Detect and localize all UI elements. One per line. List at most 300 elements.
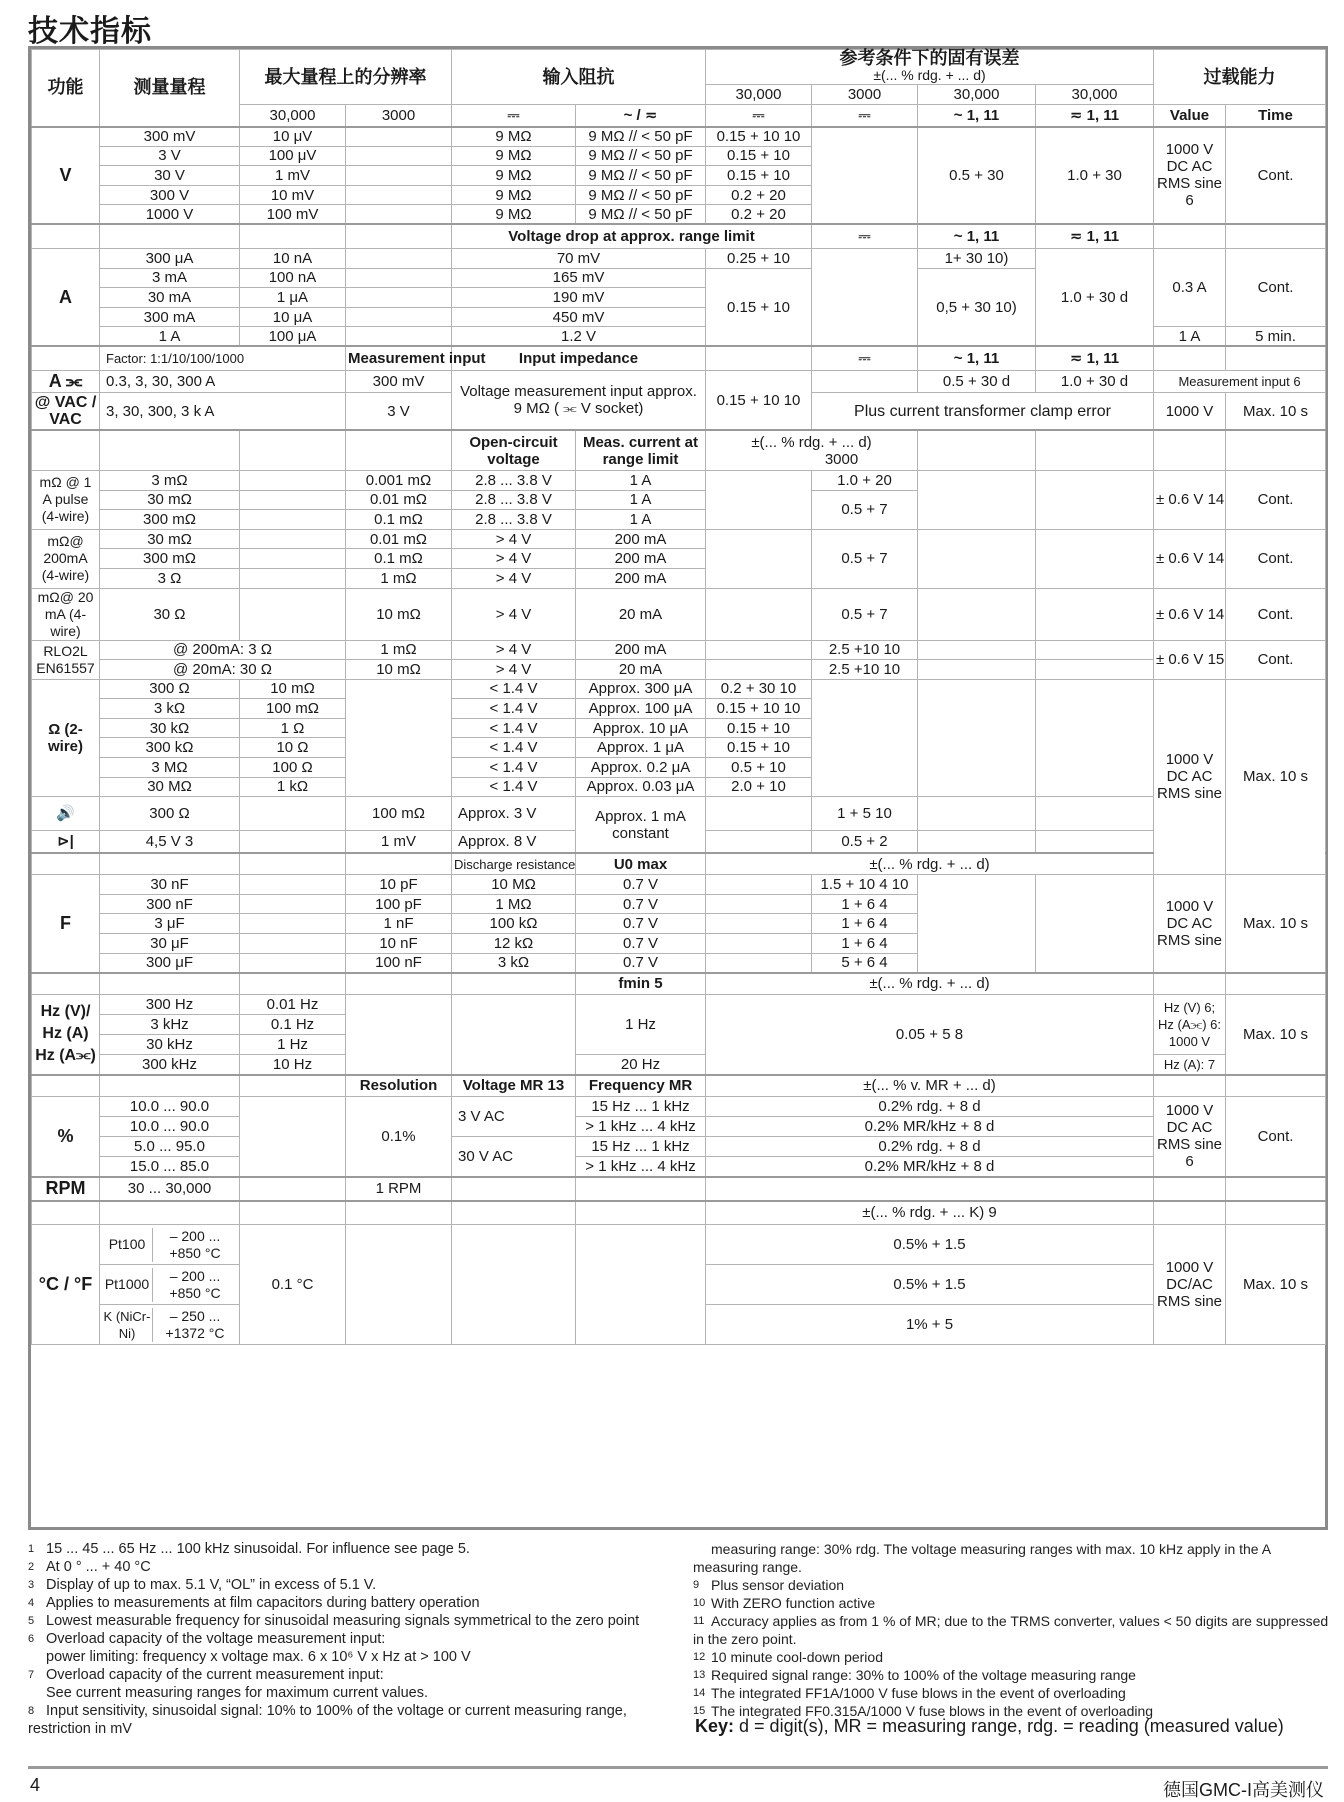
header-err-30000b: 30,000: [918, 85, 1036, 105]
pct-header-blank: [1154, 1075, 1226, 1097]
milli3-cur: 20 mA: [576, 588, 706, 640]
hz-header-blank: [1154, 973, 1226, 995]
temp-time: Max. 10 s: [1226, 1225, 1326, 1345]
footnote-number: 4: [28, 1597, 35, 1609]
temp-header-err: ±(... % rdg. + ... K) 9: [706, 1201, 1154, 1225]
beep-err: 1 + 5 10: [812, 797, 918, 831]
a-res-3000: [346, 248, 452, 268]
header-res-3000: 3000: [346, 105, 452, 127]
hz-res: 0.1 Hz: [240, 1015, 346, 1035]
hz-range: 30 kHz: [100, 1035, 240, 1055]
ohm-err: 2.0 + 10: [706, 777, 812, 797]
hz-header-blank: [346, 973, 452, 995]
rlo-overload: ± 0.6 V 15: [1154, 640, 1226, 679]
a-drop: 190 mV: [452, 288, 706, 308]
cap-res: 1 nF: [346, 914, 452, 934]
ohm-time: Max. 10 s: [1226, 679, 1326, 875]
milli1-time: Cont.: [1226, 470, 1326, 529]
hz-blank: [452, 995, 576, 1075]
rpm-blank: [1226, 1177, 1326, 1201]
pct-overload: 1000 V DC AC RMS sine 6: [1154, 1097, 1226, 1177]
v-res-3000: [346, 166, 452, 186]
a-drop: 450 mV: [452, 307, 706, 327]
milli1-range: 3 mΩ: [100, 470, 240, 490]
ohm-res: 1 Ω: [240, 718, 346, 738]
header-err-dc: ⎓: [706, 105, 812, 127]
header-err-30000: 30,000: [706, 85, 812, 105]
cap-err-blank: [706, 875, 812, 895]
a-header-drop: Voltage drop at approx. range limit: [452, 224, 812, 248]
temp-sensor-cell: [100, 1265, 240, 1305]
footnotes-left: [28, 1540, 678, 1738]
a-res-3000: [346, 327, 452, 347]
header-overload: 过载能力: [1154, 50, 1326, 105]
temp-sensor: Pt1000: [104, 1276, 150, 1293]
milli2-cur: 200 mA: [576, 549, 706, 569]
cap-blank: [240, 875, 346, 895]
beep-blank: [1036, 797, 1154, 831]
diode-icon: ⊳|: [32, 831, 100, 853]
temp-range: – 200 ... +850 °C: [152, 1228, 237, 1262]
pct-header-blank: [1226, 1075, 1326, 1097]
a-header-dc: ⎓: [812, 224, 918, 248]
cap-header-blank: [346, 853, 452, 875]
ohm-open: < 1.4 V: [452, 718, 576, 738]
a-header-blank: [32, 224, 100, 248]
hz-label-a: Hz (A): [42, 1025, 89, 1043]
cap-err-blank: [706, 914, 812, 934]
ohm-cur: Approx. 0.2 μA: [576, 758, 706, 778]
a-err-acdc: 1.0 + 30 d: [1036, 248, 1154, 346]
milli1-blank: [240, 490, 346, 510]
hz-fmin-b: 20 Hz: [576, 1055, 706, 1075]
v-res-3000: [346, 185, 452, 205]
ohm-overload: 1000 V DC AC RMS sine: [1154, 679, 1226, 875]
footnote-number: 1: [28, 1543, 35, 1555]
res-header-err-text: ±(... % rdg. + ... d): [751, 433, 872, 451]
milli1-err: 1.0 + 20: [812, 470, 918, 490]
v-range: 30 V: [100, 166, 240, 186]
cap-header-err: ±(... % rdg. + ... d): [706, 853, 1154, 875]
pct-header-blank: [32, 1075, 100, 1097]
header-err-30000c: 30,000: [1036, 85, 1154, 105]
speaker-icon: 🔊: [32, 797, 100, 831]
milli3-err-blank: [706, 588, 812, 640]
ohm-range: 30 kΩ: [100, 718, 240, 738]
a-range: 30 mA: [100, 288, 240, 308]
clamp-header-blank: [1226, 346, 1326, 370]
pct-volt-b: 30 V AC: [452, 1137, 576, 1177]
page-number: 4: [30, 1775, 41, 1795]
ohm-cur: Approx. 10 μA: [576, 718, 706, 738]
clamp-err-ac: 0.5 + 30 d: [918, 370, 1036, 392]
v-res: 100 μV: [240, 146, 346, 166]
ohm-label: Ω (2-wire): [32, 679, 100, 797]
footnote-text: Plus sensor deviation: [711, 1577, 845, 1593]
cap-u0: 0.7 V: [576, 953, 706, 973]
hz-res-3000: [346, 995, 452, 1075]
milli1-blank: [240, 470, 346, 490]
milli2-blank: [240, 529, 346, 549]
hz-res: 0.01 Hz: [240, 995, 346, 1015]
milli3-blank: [240, 588, 346, 640]
pct-header-blank: [100, 1075, 240, 1097]
milli3-open: > 4 V: [452, 588, 576, 640]
temp-header-blank: [1154, 1201, 1226, 1225]
cap-res: 100 nF: [346, 953, 452, 973]
rpm-blank: [452, 1177, 576, 1201]
milli2-range: 300 mΩ: [100, 549, 240, 569]
pct-err: 0.2% rdg. + 8 d: [706, 1097, 1154, 1117]
ohm-range: 3 MΩ: [100, 758, 240, 778]
ohm-blank: [1036, 679, 1154, 797]
v-err-acdc: 1.0 + 30: [1036, 127, 1154, 225]
pct-header-freq-mr: Frequency MR: [576, 1075, 706, 1097]
footnote-text: At 0 ° ... + 40 °C: [46, 1559, 151, 1575]
footnote-number: 5: [28, 1615, 35, 1627]
rpm-blank: [240, 1177, 346, 1201]
rlo-err-blank: [706, 660, 812, 680]
v-overload-time: Cont.: [1226, 127, 1326, 225]
pct-time: Cont.: [1226, 1097, 1326, 1177]
milli2-cur: 200 mA: [576, 529, 706, 549]
rpm-range: 30 ... 30,000: [100, 1177, 240, 1201]
v-res: 10 mV: [240, 185, 346, 205]
footnote-text: 15 ... 45 ... 65 Hz ... 100 kHz sinusoidal. For influence see page 5.: [46, 1541, 470, 1557]
footnote-number: 15: [693, 1705, 706, 1717]
ohm-range: 30 MΩ: [100, 777, 240, 797]
cap-u0: 0.7 V: [576, 934, 706, 954]
footnote: [693, 1576, 1333, 1594]
header-res-30000: 30,000: [240, 105, 346, 127]
footnote: [693, 1648, 1333, 1666]
cap-range: 300 μF: [100, 953, 240, 973]
v-res-3000: [346, 205, 452, 225]
cap-range: 30 μF: [100, 934, 240, 954]
v-res-3000: [346, 127, 452, 147]
diode-blank: [240, 831, 346, 853]
temp-blank: [346, 1225, 452, 1345]
rlo-err: 2.5 +10 10: [812, 660, 918, 680]
pct-header-voltage-mr: Voltage MR 13: [452, 1075, 576, 1097]
a-err-ac: 1+ 30 10): [918, 248, 1036, 268]
milli2-blank: [1036, 529, 1154, 588]
footnote-text: Input sensitivity, sinusoidal signal: 10% to 100% of the voltage or current measuring range, restriction in mV: [28, 1703, 627, 1737]
milli1-res: 0.01 mΩ: [346, 490, 452, 510]
cap-err-blank: [706, 934, 812, 954]
milli1-cur: 1 A: [576, 490, 706, 510]
v-imp2: 9 MΩ // < 50 pF: [576, 166, 706, 186]
v-imp2: 9 MΩ // < 50 pF: [576, 205, 706, 225]
footnote-text: The integrated FF1A/1000 V fuse blows in the event of overloading: [711, 1685, 1126, 1701]
cap-blank: [240, 894, 346, 914]
clamp-header-acdc: ≂ 1, 11: [1036, 346, 1154, 370]
footnote: [28, 1666, 678, 1684]
a-drop: 70 mV: [452, 248, 706, 268]
ohm-res: 100 mΩ: [240, 699, 346, 719]
header-err-ac: ~ 1, 11: [918, 105, 1036, 127]
ohm-res: 10 Ω: [240, 738, 346, 758]
v-imp: 9 MΩ: [452, 166, 576, 186]
milli2-blank: [240, 568, 346, 588]
ohm-open: < 1.4 V: [452, 738, 576, 758]
footnote: [28, 1630, 678, 1648]
footnote: [28, 1594, 678, 1612]
milli1-overload: ± 0.6 V 14: [1154, 470, 1226, 529]
milli2-open: > 4 V: [452, 568, 576, 588]
footnote: [28, 1540, 678, 1558]
res-header-blank: [1226, 430, 1326, 470]
milli1-err: 0.5 + 7: [812, 490, 918, 529]
hz-range: 300 kHz: [100, 1055, 240, 1075]
a-err: 0.25 + 10: [706, 248, 812, 268]
cap-range: 3 μF: [100, 914, 240, 934]
milli1-res: 0.1 mΩ: [346, 510, 452, 530]
a-header-acdc: ≂ 1, 11: [1036, 224, 1154, 248]
clamp-overload-value: 1000 V: [1154, 392, 1226, 430]
header-value: Value: [1154, 105, 1226, 127]
cap-range: 300 nF: [100, 894, 240, 914]
hz-header-blank: [100, 973, 240, 995]
ohm-cur: Approx. 0.03 μA: [576, 777, 706, 797]
a-res: 10 nA: [240, 248, 346, 268]
ohm-open: < 1.4 V: [452, 758, 576, 778]
footnote-text: Display of up to max. 5.1 V, “OL” in excess of 5.1 V.: [46, 1577, 377, 1593]
beep-res: 100 mΩ: [346, 797, 452, 831]
a-drop: 165 mV: [452, 268, 706, 288]
milli1-range: 30 mΩ: [100, 490, 240, 510]
v-range: 1000 V: [100, 205, 240, 225]
ohm-range: 300 Ω: [100, 679, 240, 699]
hz-header-err: ±(... % rdg. + ... d): [706, 973, 1154, 995]
rpm-blank: [706, 1177, 1154, 1201]
v-err: 0.2 + 20: [706, 205, 812, 225]
ohm-res-3000: [346, 679, 452, 797]
cap-range: 30 nF: [100, 875, 240, 895]
clamp-header-ac: ~ 1, 11: [918, 346, 1036, 370]
clamp-error-note: Plus current transformer clamp error: [812, 392, 1154, 430]
footnote-number: 3: [28, 1579, 35, 1591]
hz-res: 1 Hz: [240, 1035, 346, 1055]
pct-volt-a: 3 V AC: [452, 1097, 576, 1137]
milli1-label: mΩ @ 1 A pulse (4-wire): [32, 470, 100, 529]
res-header-blank: [240, 430, 346, 470]
milli2-range: 30 mΩ: [100, 529, 240, 549]
clamp-label-vac: @ VAC / VAC: [32, 392, 100, 430]
clamp-header-factor: Factor: 1:1/10/100/1000: [100, 346, 346, 370]
v-imp2: 9 MΩ // < 50 pF: [576, 185, 706, 205]
cap-dis: 100 kΩ: [452, 914, 576, 934]
page-title: 技术指标: [28, 15, 152, 48]
temp-header-blank: [452, 1201, 576, 1225]
clamp-impedance: Voltage measurement input approx. 9 MΩ ( ⫘ V socket): [452, 370, 706, 430]
footnote-number: 11: [693, 1615, 705, 1627]
pct-resolution: 0.1%: [346, 1097, 452, 1177]
hz-range: 300 Hz: [100, 995, 240, 1015]
a-res: 10 μA: [240, 307, 346, 327]
clamp-err-acdc: 1.0 + 30 d: [1036, 370, 1154, 392]
a-err: 0.15 + 10: [706, 268, 812, 346]
v-res: 1 mV: [240, 166, 346, 186]
v-err: 0.15 + 10 10: [706, 127, 812, 147]
footnote-number: 12: [693, 1651, 706, 1663]
footnote-text: Accuracy applies as from 1 % of MR; due to the TRMS converter, values < 50 digits are suppressed in the zero point.: [693, 1613, 1329, 1647]
footnote: [693, 1684, 1333, 1702]
milli2-err-blank: [706, 529, 812, 588]
footnote-number: 6: [28, 1633, 35, 1645]
v-label: V: [32, 127, 100, 225]
milli2-label: mΩ@ 200mA (4-wire): [32, 529, 100, 588]
hz-time: Max. 10 s: [1226, 995, 1326, 1075]
a-header-blank: [100, 224, 240, 248]
v-err: 0.15 + 10: [706, 146, 812, 166]
milli2-blank: [918, 529, 1036, 588]
cap-res: 10 pF: [346, 875, 452, 895]
a-res-3000: [346, 288, 452, 308]
cap-blank: [918, 875, 1036, 973]
temp-sensor-cell: [100, 1225, 240, 1265]
clamp-err-blank: [812, 370, 918, 392]
clamp-header-blank: [706, 346, 812, 370]
v-err-3000: [812, 127, 918, 225]
res-header-blank: [32, 430, 100, 470]
temp-blank: [452, 1225, 576, 1345]
milli1-blank: [240, 510, 346, 530]
beep-open: Approx. 3 V: [452, 797, 576, 831]
header-resolution: 最大量程上的分辨率: [240, 50, 452, 105]
ohm-res: 10 mΩ: [240, 679, 346, 699]
milli2-open: > 4 V: [452, 529, 576, 549]
a-err-ac: 0,5 + 30 10): [918, 268, 1036, 346]
header-impedance: 输入阻抗: [452, 50, 706, 105]
header-err-3000: 3000: [812, 85, 918, 105]
footnote-text: Required signal range: 30% to 100% of the voltage measuring range: [711, 1667, 1136, 1683]
hz-header-fmin: fmin 5: [576, 973, 706, 995]
pct-freq: 15 Hz ... 1 kHz: [576, 1137, 706, 1157]
ohm-err: 0.15 + 10: [706, 738, 812, 758]
hz-label-clamp: Hz (A⫘): [35, 1047, 96, 1065]
clamp-header-dc: ⎓: [812, 346, 918, 370]
res-header-blank: [918, 430, 1036, 470]
milli1-open: 2.8 ... 3.8 V: [452, 510, 576, 530]
milli2-open: > 4 V: [452, 549, 576, 569]
cap-dis: 1 MΩ: [452, 894, 576, 914]
pct-err: 0.2% MR/kHz + 8 d: [706, 1157, 1154, 1177]
key-text: d = digit(s), MR = measuring range, rdg. = reading (measured value): [739, 1716, 1284, 1736]
hz-err: 0.05 + 5 8: [706, 995, 1154, 1075]
a-header-blank: [1154, 224, 1226, 248]
ohm-range: 3 kΩ: [100, 699, 240, 719]
ohm-err: 0.15 + 10 10: [706, 699, 812, 719]
v-res-3000: [346, 146, 452, 166]
ohm-blank: [918, 679, 1036, 797]
res-header-blank: [1154, 430, 1226, 470]
footnote-number: 2: [28, 1561, 35, 1573]
clamp-input-1: 300 mV: [346, 370, 452, 392]
cap-header-blank: [240, 853, 346, 875]
hz-res: 10 Hz: [240, 1055, 346, 1075]
milli3-overload: ± 0.6 V 14: [1154, 588, 1226, 640]
footnote-number: 7: [28, 1669, 35, 1681]
v-err-ac: 0.5 + 30: [918, 127, 1036, 225]
rlo-blank: [1036, 660, 1154, 680]
ohm-err: 0.2 + 30 10: [706, 679, 812, 699]
footnote-number: 10: [693, 1597, 706, 1609]
temp-header-blank: [576, 1201, 706, 1225]
cap-res: 100 pF: [346, 894, 452, 914]
footnote-number: 9: [693, 1579, 700, 1591]
cap-blank: [240, 934, 346, 954]
footnote-number: 13: [693, 1669, 706, 1681]
ohm-open: < 1.4 V: [452, 699, 576, 719]
a-range: 300 μA: [100, 248, 240, 268]
pct-header-blank: [240, 1075, 346, 1097]
pct-range: 10.0 ... 90.0: [100, 1117, 240, 1137]
hz-range: 3 kHz: [100, 1015, 240, 1035]
res-header-err: [706, 430, 918, 470]
header-time: Time: [1226, 105, 1326, 127]
v-imp: 9 MΩ: [452, 205, 576, 225]
milli2-res: 0.1 mΩ: [346, 549, 452, 569]
pct-label: %: [32, 1097, 100, 1177]
milli1-blank: [1036, 470, 1154, 529]
hz-header-blank: [32, 973, 100, 995]
rlo-open: > 4 V: [452, 660, 576, 680]
ohm-open: < 1.4 V: [452, 679, 576, 699]
footnote-text: measuring range: 30% rdg. The voltage measuring ranges with max. 10 kHz apply in the A measuring range.: [693, 1541, 1271, 1575]
milli2-cur: 200 mA: [576, 568, 706, 588]
cap-err: 1 + 6 4: [812, 894, 918, 914]
v-range: 300 V: [100, 185, 240, 205]
ohm-range: 300 kΩ: [100, 738, 240, 758]
temp-err: 0.5% + 1.5: [706, 1265, 1154, 1305]
hz-header-blank: [452, 973, 576, 995]
ohm-res: 1 kΩ: [240, 777, 346, 797]
footnote-number: 8: [28, 1705, 35, 1717]
cap-blank: [240, 953, 346, 973]
milli1-open: 2.8 ... 3.8 V: [452, 470, 576, 490]
cap-err: 1 + 6 4: [812, 914, 918, 934]
footnote: [693, 1594, 1333, 1612]
milli1-err-blank: [706, 470, 812, 529]
rlo-open: > 4 V: [452, 640, 576, 660]
rlo-blank: [918, 660, 1036, 680]
a-res: 1 μA: [240, 288, 346, 308]
milli2-err: 0.5 + 7: [812, 529, 918, 588]
cap-u0: 0.7 V: [576, 914, 706, 934]
v-imp: 9 MΩ: [452, 185, 576, 205]
a-res-3000: [346, 307, 452, 327]
header-err-dc2: ⎓: [812, 105, 918, 127]
milli2-blank: [240, 549, 346, 569]
ohm-err: 0.5 + 10: [706, 758, 812, 778]
footnote-text: power limiting: frequency x voltage max. 6 x 10⁶ V x Hz at > 100 V: [46, 1649, 471, 1665]
ohm-cur: Approx. 300 μA: [576, 679, 706, 699]
temp-blank: [576, 1225, 706, 1345]
a-header-blank: [346, 224, 452, 248]
rpm-blank: [1154, 1177, 1226, 1201]
cap-label: F: [32, 875, 100, 973]
a-header-ac: ~ 1, 11: [918, 224, 1036, 248]
temp-header-blank: [1226, 1201, 1326, 1225]
temp-sensor: Pt100: [108, 1236, 146, 1253]
diode-err-blank: [706, 831, 812, 853]
cap-u0: 0.7 V: [576, 875, 706, 895]
milli3-res: 10 mΩ: [346, 588, 452, 640]
hz-overload-a: Hz (V) 6; Hz (A⫘) 6: 1000 V: [1154, 995, 1226, 1055]
spec-table: [31, 49, 1326, 1345]
a-res-3000: [346, 268, 452, 288]
